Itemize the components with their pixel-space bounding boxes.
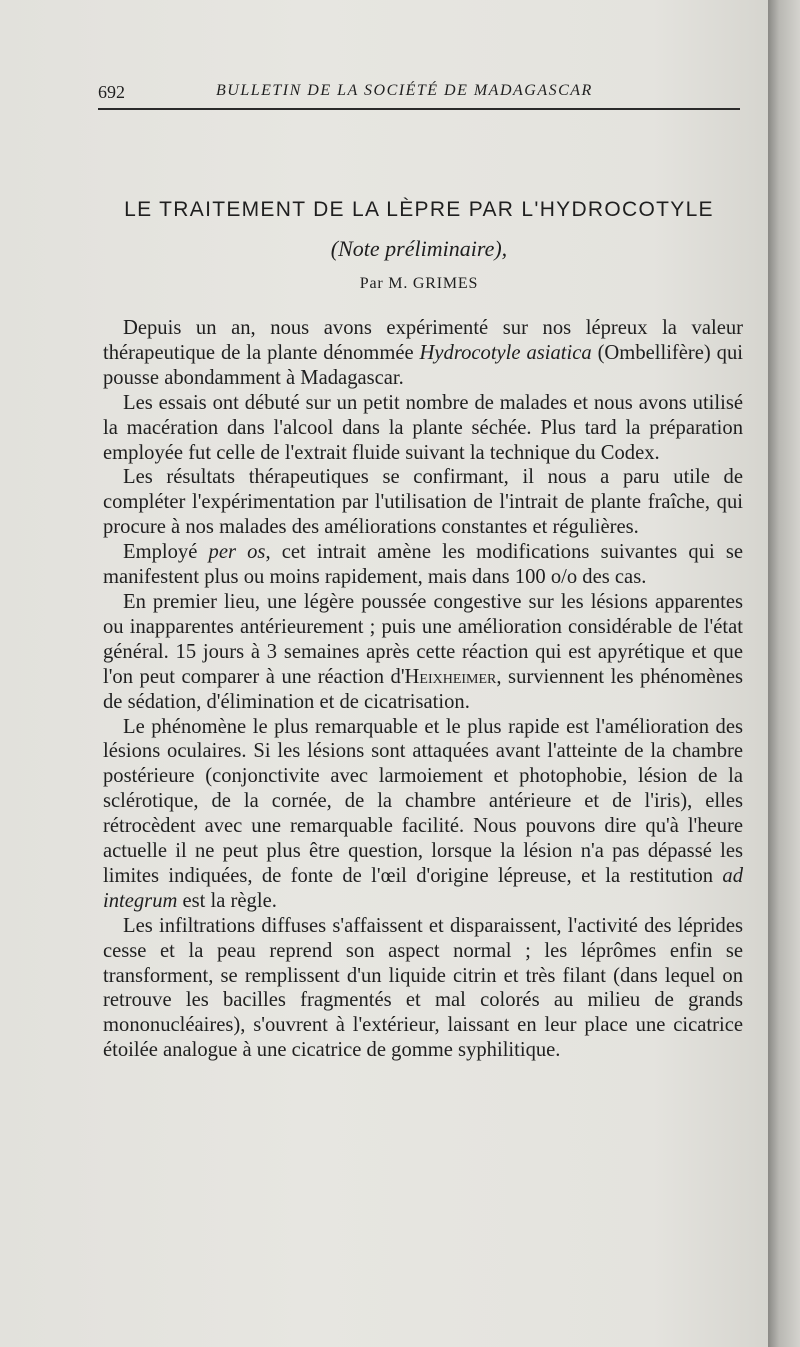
paragraph-1-text-a: Depuis un an, nous avons expérimenté sur nos lépreux la valeur thérapeutique de la plante dénommée: [103, 317, 743, 364]
paragraph-6-text-a: Le phénomène le plus remarquable et le plus rapide est l'amélioration des lésions oculaires. Si les lésions sont attaquées avant l'atteinte de la chambre postérieure (conjonctivite avec larmoiement et photophobie, lésion de la sclérotique, de la cornée, de la chambre antérieure et de l'iris), elles rétrocèdent avec une remarquable facilité. Nous pouvons dire qu'à l'heure actuelle il ne peut plus être question, lorsque la lésion n'a pas dépassé les limites indiquées, de fonte de l'œil d'origine lépreuse, et la restitution: [103, 715, 743, 887]
article-byline: Par M. GRIMES: [359, 275, 479, 292]
header-rule: [98, 108, 740, 110]
plant-name-italic: Hydrocotyle asiatica: [419, 341, 592, 364]
per-os-italic: per os: [208, 541, 266, 564]
page-binding-edge: [768, 0, 800, 1347]
paragraph-4: [103, 540, 743, 590]
paragraph-4-text-a: Employé: [123, 541, 209, 564]
paragraph-5-text-a: En premier lieu, une légère poussée congestive sur les lésions apparentes ou inapparentes antérieurement ; puis une amélioration considérable de l'état général. 15 jours à 3 semaines après cette réaction qui est apyrétique et que l'on peut comparer à une réaction d': [103, 590, 743, 688]
paragraph-6: [103, 715, 743, 914]
paragraph-4-text-b: , cet intrait amène les modifications suivantes qui se manifestent plus ou moins rapidement, mais dans 100 o/o des cas.: [103, 541, 743, 589]
ad-integrum-italic: ad integrum: [103, 864, 743, 912]
article-body: [103, 316, 743, 1063]
running-title: BULLETIN DE LA SOCIÉTÉ DE MADAGASCAR: [216, 82, 593, 99]
paragraph-5-text-b: , surviennent les phénomènes de sédation, d'élimination et de cicatrisation.: [103, 665, 743, 713]
paragraph-1: [103, 316, 743, 391]
page-number: 692: [98, 82, 125, 102]
paragraph-7: Les infiltrations diffuses s'affaissent et disparaissent, l'activité des léprides cesse et la peau reprend son aspect normal ; les léprômes enfin se transforment, se remplissent d'un liquide citrin et très filant (dans lequel on retrouve les bacilles fragmentés et mal colorés au milieu de grands mononucléaires), s'ouvrent à l'extérieur, laissant en leur place une cicatrice étoilée analogue à une cicatrice de gomme syphilitique.: [103, 914, 743, 1062]
author-name-smallcaps: Heixheimer: [404, 665, 497, 688]
article-title: LE TRAITEMENT DE LA LÈPRE PAR L'HYDROCOTYLE: [124, 198, 714, 221]
paragraph-2: Les essais ont débuté sur un petit nombre de malades et nous avons utilisé la macération dans l'alcool dans la plante séchée. Plus tard la préparation employée fut celle de l'extrait fluide suivant la technique du Codex.: [103, 391, 743, 464]
paragraph-1-text-b: (Ombellifère) qui pousse abondamment à Madagascar.: [103, 341, 743, 389]
page-header: [98, 78, 740, 104]
paragraph-3: Les résultats thérapeutiques se confirmant, il nous a paru utile de compléter l'expérimentation par l'utilisation de l'intrait de plante fraîche, qui procure à nos malades des améliorations constantes et régulières.: [103, 466, 743, 539]
paragraph-5: [103, 590, 743, 715]
article-subtitle: (Note préliminaire),: [330, 236, 508, 261]
paragraph-6-text-b: est la règle.: [177, 889, 277, 912]
